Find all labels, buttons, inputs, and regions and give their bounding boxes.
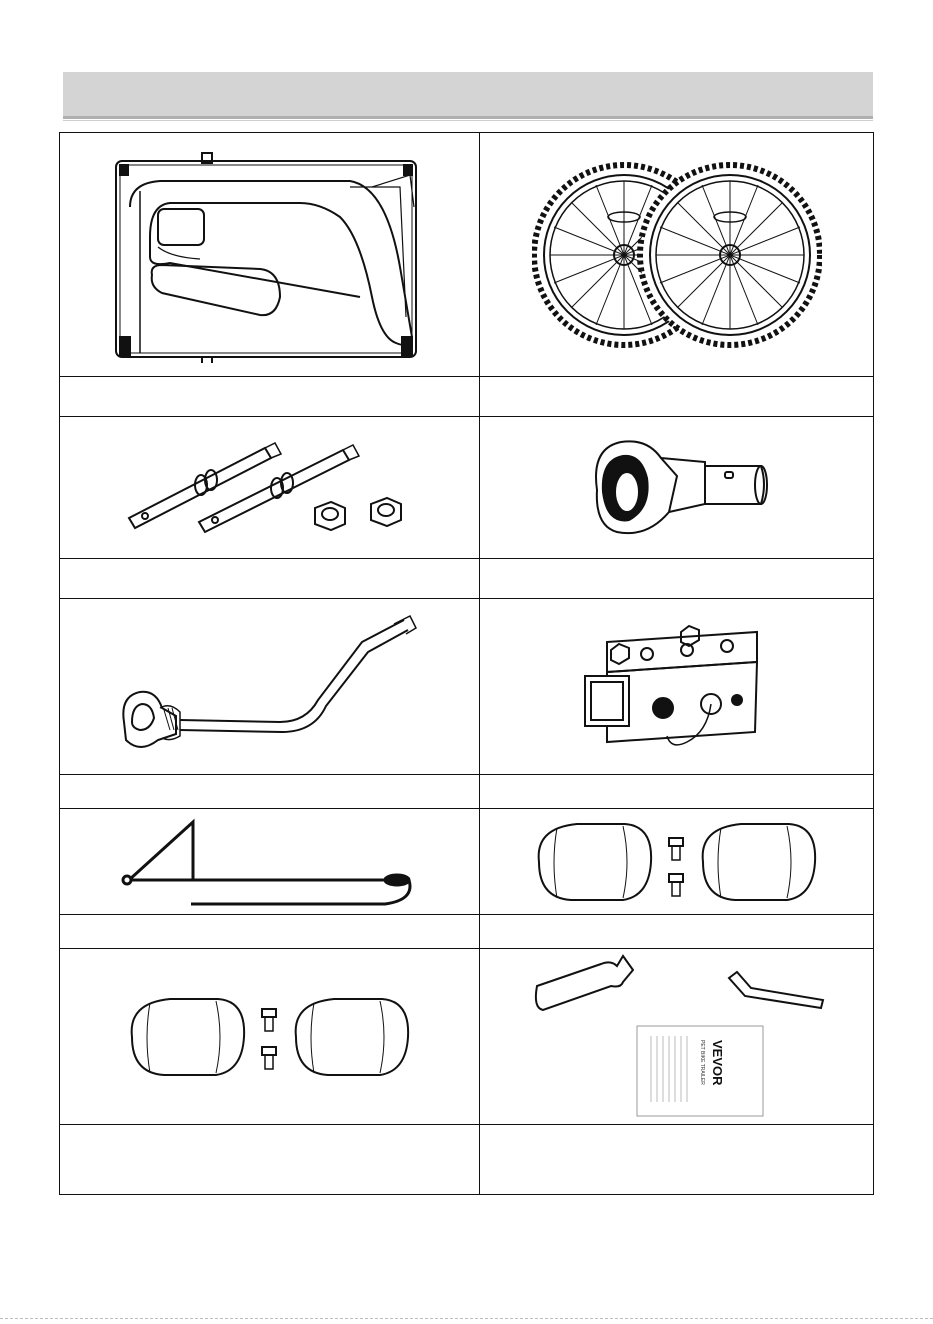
part-label — [480, 559, 874, 599]
safety-flag-icon — [115, 814, 425, 910]
part-image-cell — [480, 949, 874, 1125]
reflectors-with-screws-icon — [120, 989, 420, 1085]
part-label — [480, 1125, 874, 1195]
section-header-bar — [63, 72, 873, 119]
instruction-manual — [637, 1026, 763, 1116]
part-label — [480, 915, 874, 949]
tools-and-manual-icon — [527, 952, 827, 1122]
part-label — [60, 559, 480, 599]
manual-brand: VEVOR — [709, 1039, 725, 1086]
part-image-cell — [480, 599, 874, 775]
header-divider — [63, 120, 873, 121]
part-image-cell — [60, 949, 480, 1125]
part-label — [480, 775, 874, 809]
part-image-cell — [60, 417, 480, 559]
page-bottom-edge — [0, 1318, 933, 1320]
part-image-cell — [60, 809, 480, 915]
part-image-cell — [480, 417, 874, 559]
axles-and-nuts-icon — [115, 430, 425, 546]
part-image-cell — [480, 809, 874, 915]
wheels-icon — [532, 155, 822, 355]
part-label — [60, 915, 480, 949]
part-image-cell — [480, 133, 874, 377]
part-label — [60, 377, 480, 417]
parts-list-table — [59, 132, 874, 1195]
reflectors-with-screws-icon — [527, 814, 827, 910]
part-label — [60, 775, 480, 809]
tow-bar-icon — [110, 612, 430, 762]
manual-title: PET BIKE TRAILER — [698, 1039, 705, 1085]
hitch-mount-bracket-icon — [577, 612, 777, 762]
part-image-cell — [60, 599, 480, 775]
part-image-cell — [60, 133, 480, 377]
trailer-frame-icon — [110, 147, 430, 363]
part-label — [480, 377, 874, 417]
part-label — [60, 1125, 480, 1195]
hitch-coupler-icon — [577, 428, 777, 548]
